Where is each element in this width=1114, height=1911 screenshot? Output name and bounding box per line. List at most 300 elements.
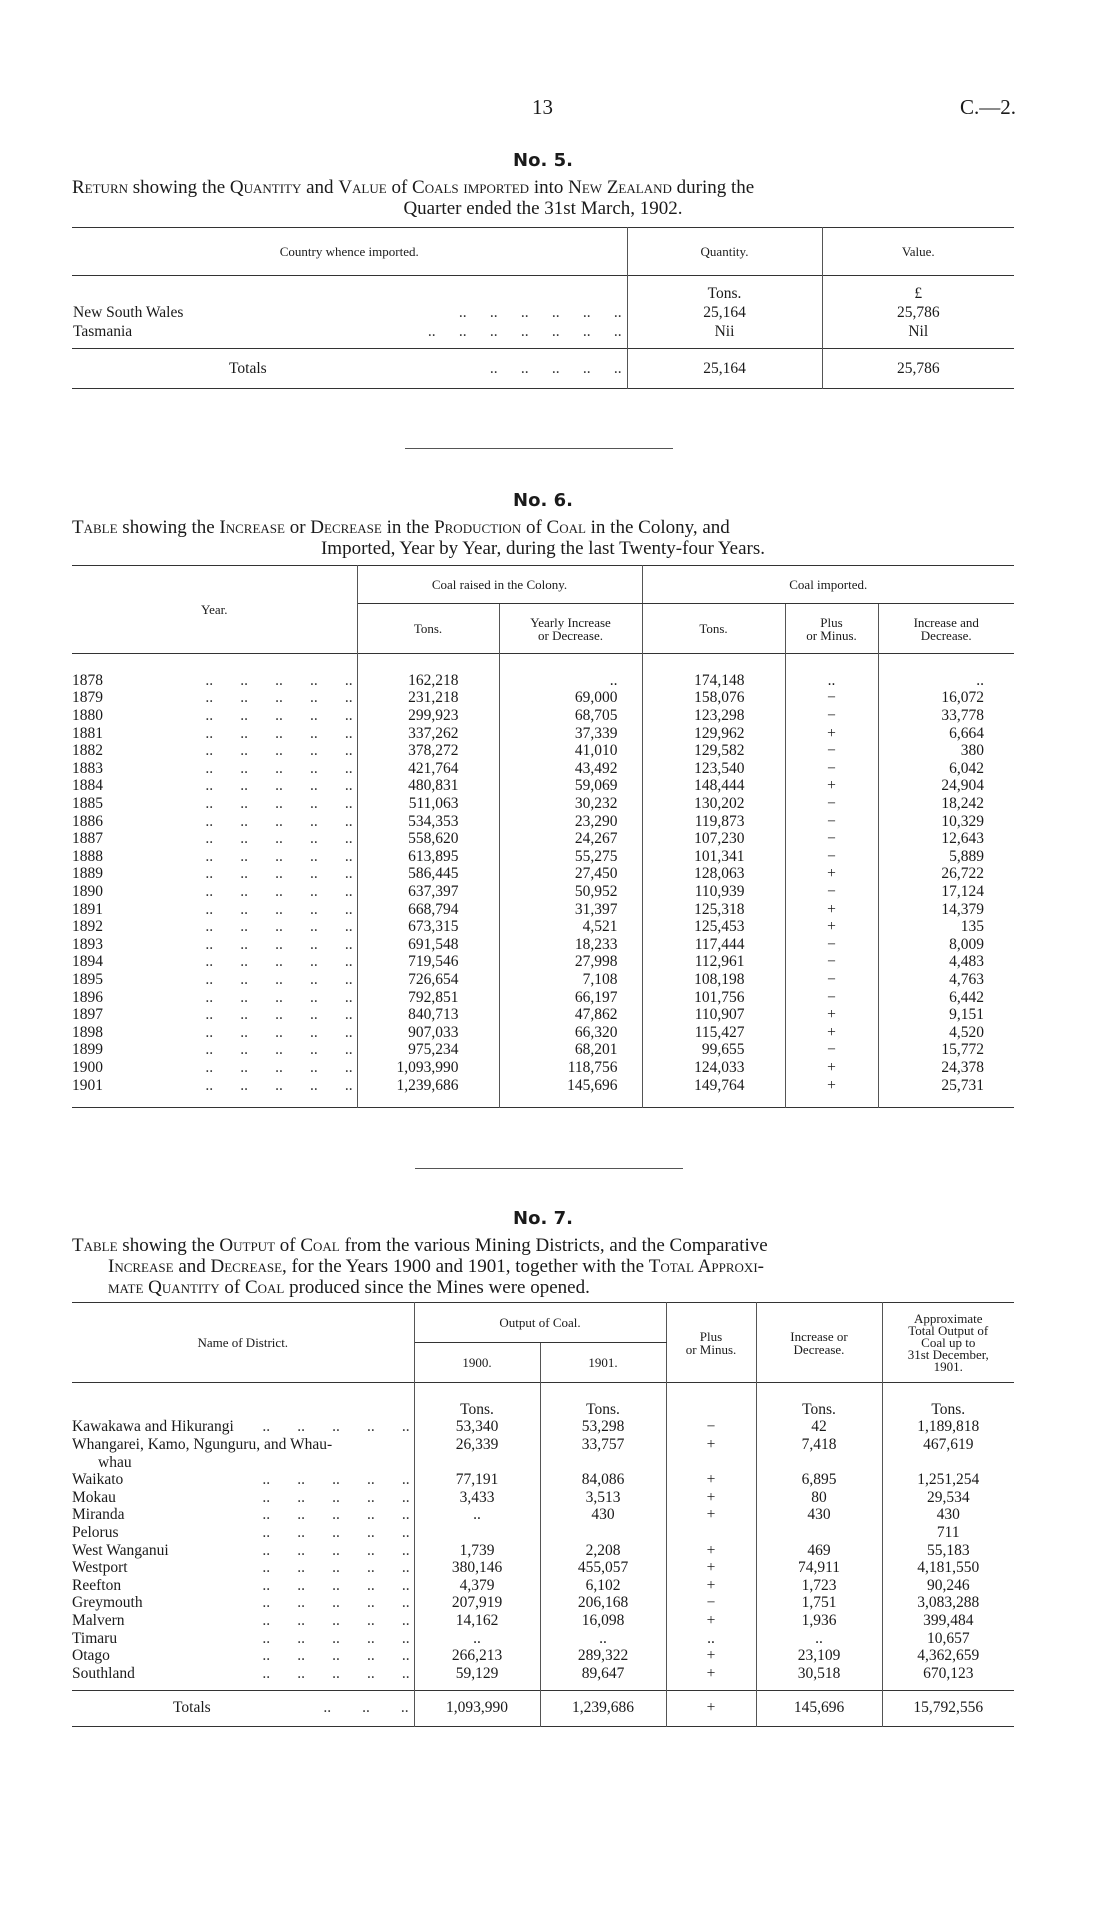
caption-word: Decrease xyxy=(210,1256,283,1277)
table7-1900: 59,129 xyxy=(414,1665,540,1683)
table7-diff: 42 xyxy=(756,1418,882,1436)
table7-totals-total: 15,792,556 xyxy=(913,1699,984,1717)
table6-header-inc-dec xyxy=(878,604,1014,654)
table6-change: 47,862 xyxy=(499,1006,642,1024)
table5-country: New South Wales xyxy=(73,303,184,321)
table7-district: Whangarei, Kamo, Ngunguru, and Whau- xyxy=(72,1436,333,1454)
table-row: 1891 .. .. .. .. .. 668,794 31,397 125,318 + 14,379 xyxy=(72,900,1014,918)
table7-diff: 430 xyxy=(756,1506,882,1524)
caption-word: mate Quantity xyxy=(108,1277,220,1298)
table6-diff: 14,379 xyxy=(941,900,984,918)
table6-imported: 101,341 xyxy=(642,848,785,866)
caption-word: Table xyxy=(72,517,118,538)
table-row: 1885 .. .. .. .. .. 511,063 30,232 130,202 − 18,242 xyxy=(72,795,1014,813)
table5-unit-quantity: Tons. xyxy=(627,284,822,303)
table5-section xyxy=(72,150,1014,389)
table6-year: 1892 xyxy=(72,918,103,936)
caption-word: Decrease xyxy=(310,517,382,538)
table6-body xyxy=(72,654,1014,1094)
table7-caption-line2 xyxy=(72,1256,1014,1277)
table6-year: 1899 xyxy=(72,1041,103,1059)
table6-raised: 668,794 xyxy=(357,900,499,918)
table5-quantity: Nii xyxy=(627,322,822,341)
table-row: 1895 .. .. .. .. .. 726,654 7,108 108,198 − 4,763 xyxy=(72,971,1014,989)
table6-sign: − xyxy=(785,812,878,830)
table6-imported: 112,961 xyxy=(642,953,785,971)
table5-header-quantity: Quantity. xyxy=(627,228,822,276)
table6-change: 66,197 xyxy=(499,988,642,1006)
table6-sign: + xyxy=(785,724,878,742)
table7-total: 1,189,818 xyxy=(917,1418,980,1436)
table-row: Tasmania .. .. .. .. .. .. .. Nii Nil xyxy=(72,322,1014,341)
header-line: Plus xyxy=(699,1328,723,1344)
table6-year: 1881 xyxy=(72,724,103,742)
caption-text: showing the xyxy=(117,517,220,538)
table6-change: 27,998 xyxy=(499,953,642,971)
table6-change: 66,320 xyxy=(499,1023,642,1041)
table6-change: 31,397 xyxy=(499,900,642,918)
table-row: 1878 .. .. .. .. .. 162,218 .. 174,148 .. .. xyxy=(72,672,1014,690)
table6-raised: 231,218 xyxy=(357,689,499,707)
table7-total: 4,181,550 xyxy=(917,1559,980,1577)
table6-imported: 117,444 xyxy=(642,936,785,954)
table7-caption xyxy=(72,1235,1014,1298)
table7-diff: 469 xyxy=(756,1541,882,1559)
table6-caption xyxy=(72,517,1014,559)
header-line: Yearly Increase xyxy=(530,614,611,630)
caption-word: Quantity xyxy=(229,177,302,198)
header-line: or Decrease. xyxy=(538,627,603,643)
table7-1901: 53,298 xyxy=(540,1418,666,1436)
table7-header-output-group: Output of Coal. xyxy=(414,1303,666,1343)
table6-header-imported-group: Coal imported. xyxy=(642,566,1014,604)
table7-header-total xyxy=(882,1303,1014,1383)
table7-district-cont: whau xyxy=(72,1453,414,1471)
table6-year: 1901 xyxy=(72,1076,103,1094)
table6-year: 1893 xyxy=(72,935,103,953)
header-line: Coal up to xyxy=(921,1334,976,1350)
table6-imported: 129,582 xyxy=(642,742,785,760)
table7-district: Timaru xyxy=(72,1629,118,1647)
header-line: 31st December, xyxy=(907,1346,989,1362)
table6-year: 1890 xyxy=(72,883,103,901)
table7-1901: 430 xyxy=(540,1506,666,1524)
table6-change: 43,492 xyxy=(499,760,642,778)
table6-raised: 421,764 xyxy=(357,760,499,778)
table7-1900: 77,191 xyxy=(414,1471,540,1489)
table5-number: No. 5. xyxy=(513,150,573,171)
table6-raised: 378,272 xyxy=(357,742,499,760)
table6-diff: 25,731 xyxy=(941,1076,984,1094)
table5-header-country: Country whence imported. xyxy=(72,228,627,276)
table6-change: 69,000 xyxy=(499,689,642,707)
table6-diff: 12,643 xyxy=(941,830,984,848)
table6-raised: 162,218 xyxy=(357,672,499,690)
table6-imported: 129,962 xyxy=(642,724,785,742)
table6-year: 1887 xyxy=(72,830,103,848)
table6-diff: 24,378 xyxy=(941,1058,984,1076)
table7-total: 670,123 xyxy=(923,1664,974,1682)
table6-raised: 907,033 xyxy=(357,1023,499,1041)
caption-text: in the Colony, and xyxy=(585,517,730,538)
table7-total: 29,534 xyxy=(926,1488,970,1506)
table7-header-1900: 1900. xyxy=(414,1343,540,1383)
table7-sign: + xyxy=(666,1577,756,1595)
caption-word: New Zealand xyxy=(568,177,672,198)
table6-diff: 6,042 xyxy=(949,759,984,777)
table7-number: No. 7. xyxy=(513,1208,573,1229)
table6-raised: 337,262 xyxy=(357,724,499,742)
table6-imported: 107,230 xyxy=(642,830,785,848)
table6-imported: 123,540 xyxy=(642,760,785,778)
table6-raised: 840,713 xyxy=(357,1006,499,1024)
table7-district: Reefton xyxy=(72,1576,122,1594)
table6-change: 37,339 xyxy=(499,724,642,742)
table6-sign: − xyxy=(785,795,878,813)
table6-year: 1894 xyxy=(72,953,103,971)
table7-unit-1901: Tons. xyxy=(540,1401,666,1419)
table-row: 1896 .. .. .. .. .. 792,851 66,197 101,756 − 6,442 xyxy=(72,988,1014,1006)
table6-diff: 33,778 xyxy=(941,707,984,725)
table-row: 1879 .. .. .. .. .. 231,218 69,000 158,076 − 16,072 xyxy=(72,689,1014,707)
table6-header-raised-group: Coal raised in the Colony. xyxy=(357,566,642,604)
table7-sign: + xyxy=(666,1612,756,1630)
table5-totals-row: Totals .. .. .. .. .. 25,164 25,786 xyxy=(72,349,1014,389)
table7-1901: 455,057 xyxy=(540,1559,666,1577)
table7-sign: .. xyxy=(666,1629,756,1647)
table6-sign: − xyxy=(785,883,878,901)
table6-raised: 613,895 xyxy=(357,848,499,866)
table-row: 1897 .. .. .. .. .. 840,713 47,862 110,907 + 9,151 xyxy=(72,1006,1014,1024)
table-row: Southland .. .. .. .. .. 59,129 89,647 + 30,518 670,123 xyxy=(72,1665,1014,1683)
table6-year: 1885 xyxy=(72,795,103,813)
table-row: 1889 .. .. .. .. .. 586,445 27,450 128,063 + 26,722 xyxy=(72,865,1014,883)
table6-sign: − xyxy=(785,1041,878,1059)
table-row: 1894 .. .. .. .. .. 719,546 27,998 112,961 − 4,483 xyxy=(72,953,1014,971)
table6-header-yearly-change xyxy=(499,604,642,654)
table6-imported: 148,444 xyxy=(642,777,785,795)
table-row: Kawakawa and Hikurangi .. .. .. .. .. 53,340 53,298 − 42 1,189,818 xyxy=(72,1418,1014,1436)
table7-sign xyxy=(666,1524,756,1542)
header-line: Increase or xyxy=(790,1328,848,1344)
table6-raised: 637,397 xyxy=(357,883,499,901)
header-line: or Minus. xyxy=(806,627,857,643)
table7-sign: − xyxy=(666,1418,756,1436)
table6-imported: 123,298 xyxy=(642,707,785,725)
table6-change: 4,521 xyxy=(499,918,642,936)
table5-country: Tasmania xyxy=(73,322,133,340)
table6-raised: 975,234 xyxy=(357,1041,499,1059)
table7-total: 90,246 xyxy=(926,1576,970,1594)
table6-diff: 8,009 xyxy=(949,935,984,953)
table7-section xyxy=(72,1208,1014,1727)
table6-sign: + xyxy=(785,918,878,936)
table7-caption-line3 xyxy=(72,1277,1014,1298)
table7-1900: 26,339 xyxy=(414,1436,540,1454)
table7-diff: 1,723 xyxy=(756,1577,882,1595)
table6-year: 1889 xyxy=(72,865,103,883)
table7-1901: 289,322 xyxy=(540,1647,666,1665)
table7-sign: − xyxy=(666,1594,756,1612)
table6-header-plus-minus xyxy=(785,604,878,654)
table6-raised: 299,923 xyxy=(357,707,499,725)
caption-text: of xyxy=(275,1235,301,1256)
table7-diff: 6,895 xyxy=(756,1471,882,1489)
table7-1900: 380,146 xyxy=(414,1559,540,1577)
table6-diff: 17,124 xyxy=(941,883,984,901)
table-row: Waikato .. .. .. .. .. 77,191 84,086 + 6,895 1,251,254 xyxy=(72,1471,1014,1489)
table5-value: Nil xyxy=(908,322,929,340)
caption-text: , for the Years 1900 and 1901, together with the xyxy=(282,1256,649,1277)
table6-sign: − xyxy=(785,848,878,866)
table6-raised: 726,654 xyxy=(357,971,499,989)
table-row: 1890 .. .. .. .. .. 637,397 50,952 110,939 − 17,124 xyxy=(72,883,1014,901)
table7-sign: + xyxy=(666,1489,756,1507)
table7-1901: 6,102 xyxy=(540,1577,666,1595)
table5-caption-line2: Quarter ended the 31st March, 1902. xyxy=(403,198,683,219)
table6-sign: − xyxy=(785,988,878,1006)
table6-change: 27,450 xyxy=(499,865,642,883)
table7-total: 467,619 xyxy=(923,1436,974,1454)
table6-diff: 4,763 xyxy=(949,970,984,988)
caption-text: and xyxy=(301,177,339,198)
table5-caption xyxy=(72,177,1014,219)
table-row: Greymouth .. .. .. .. .. 207,919 206,168 − 1,751 3,083,288 xyxy=(72,1594,1014,1612)
table-row: 1884 .. .. .. .. .. 480,831 59,069 148,444 + 24,904 xyxy=(72,777,1014,795)
caption-word: Increase xyxy=(108,1256,174,1277)
table7-1901: 33,757 xyxy=(540,1436,666,1454)
table7-unit-total: Tons. xyxy=(931,1400,966,1418)
table7-1901: 16,098 xyxy=(540,1612,666,1630)
table6-sign: + xyxy=(785,1023,878,1041)
table7-diff: 1,936 xyxy=(756,1612,882,1630)
table7-1901: 3,513 xyxy=(540,1489,666,1507)
table7-district: West Wanganui xyxy=(72,1541,169,1559)
table6-year: 1897 xyxy=(72,1006,103,1024)
caption-word: Coal xyxy=(300,1235,340,1256)
table7-body xyxy=(72,1383,1014,1683)
table7-1900: 1,739 xyxy=(414,1541,540,1559)
table7-total: 1,251,254 xyxy=(917,1471,980,1489)
table5-quantity: 25,164 xyxy=(627,303,822,322)
table7-total: 711 xyxy=(936,1524,960,1542)
table6-sign: − xyxy=(785,971,878,989)
table6-sign: − xyxy=(785,742,878,760)
table7-1900: .. xyxy=(414,1506,540,1524)
table6-imported: 128,063 xyxy=(642,865,785,883)
table6-sign: − xyxy=(785,936,878,954)
table7-1901: 84,086 xyxy=(540,1471,666,1489)
table7-1901: .. xyxy=(540,1629,666,1647)
header-line: or Minus. xyxy=(685,1341,737,1357)
header-line: Approximate xyxy=(913,1310,983,1326)
table-row: 1888 .. .. .. .. .. 613,895 55,275 101,341 − 5,889 xyxy=(72,848,1014,866)
table7-header-inc-dec xyxy=(756,1303,882,1383)
table6-change: 30,232 xyxy=(499,795,642,813)
table-row: Pelorus .. .. .. .. .. 711 xyxy=(72,1524,1014,1542)
caption-text: and xyxy=(173,1256,211,1277)
table-row: Malvern .. .. .. .. .. 14,162 16,098 + 1,936 399,484 xyxy=(72,1612,1014,1630)
table6-imported: 101,756 xyxy=(642,988,785,1006)
table-row: New South Wales .. .. .. .. .. .. 25,164 25,786 xyxy=(72,303,1014,322)
table6-year: 1891 xyxy=(72,900,103,918)
table-row: 1887 .. .. .. .. .. 558,620 24,267 107,230 − 12,643 xyxy=(72,830,1014,848)
table7-totals-row: Totals .. .. .. 1,093,990 1,239,686 + 145,696 15,792,556 xyxy=(72,1690,1014,1726)
table6-imported: 119,873 xyxy=(642,812,785,830)
table-row: 1898 .. .. .. .. .. 907,033 66,320 115,427 + 4,520 xyxy=(72,1023,1014,1041)
table6-sign: + xyxy=(785,1076,878,1094)
table6-year: 1878 xyxy=(72,671,103,689)
table6-number: No. 6. xyxy=(513,490,573,511)
caption-text: produced since the Mines were opened. xyxy=(284,1277,590,1298)
table6-raised: 1,239,686 xyxy=(357,1076,499,1094)
table-row: 1901 .. .. .. .. .. 1,239,686 145,696 149,764 + 25,731 xyxy=(72,1076,1014,1094)
table7-total: 3,083,288 xyxy=(917,1594,980,1612)
caption-text: showing the xyxy=(117,1235,220,1256)
table7-1901: 2,208 xyxy=(540,1541,666,1559)
table6-sign: − xyxy=(785,707,878,725)
table-row-continuation xyxy=(72,1453,1014,1471)
table-row xyxy=(72,1436,1014,1454)
table6-sign: + xyxy=(785,777,878,795)
caption-text: of xyxy=(386,177,413,198)
table6-imported: 108,198 xyxy=(642,971,785,989)
table6-year: 1898 xyxy=(72,1023,103,1041)
table6-change: 50,952 xyxy=(499,883,642,901)
table6-diff: 18,242 xyxy=(941,795,984,813)
table7-district: Westport xyxy=(72,1559,128,1577)
table6-diff: 6,442 xyxy=(949,988,984,1006)
table6-change: .. xyxy=(499,672,642,690)
table6-change: 59,069 xyxy=(499,777,642,795)
table-row: 1886 .. .. .. .. .. 534,353 23,290 119,873 − 10,329 xyxy=(72,812,1014,830)
table6-change: 24,267 xyxy=(499,830,642,848)
table6-change: 145,696 xyxy=(499,1076,642,1094)
table7-total: 55,183 xyxy=(926,1541,970,1559)
table6-sign: − xyxy=(785,830,878,848)
table-row: Mokau .. .. .. .. .. 3,433 3,513 + 80 29,534 xyxy=(72,1489,1014,1507)
table6-year: 1896 xyxy=(72,988,103,1006)
table6-sign: .. xyxy=(785,672,878,690)
table6-diff: 6,664 xyxy=(949,724,984,742)
table7-1901: 206,168 xyxy=(540,1594,666,1612)
table7-sign: + xyxy=(666,1436,756,1454)
table6-sign: + xyxy=(785,865,878,883)
table7-district: Greymouth xyxy=(72,1594,143,1612)
table7-sign: + xyxy=(666,1471,756,1489)
table6-raised: 534,353 xyxy=(357,812,499,830)
table5-totals-quantity: 25,164 xyxy=(627,349,822,389)
table6-change: 68,705 xyxy=(499,707,642,725)
table7-1900 xyxy=(414,1524,540,1542)
header-line: Decrease. xyxy=(920,627,972,643)
caption-word: Table xyxy=(72,1235,118,1256)
table6 xyxy=(72,565,1014,1108)
table7-district: Miranda xyxy=(72,1506,125,1524)
table7-diff: 80 xyxy=(756,1489,882,1507)
table6-year: 1895 xyxy=(72,970,103,988)
table7-totals-sign: + xyxy=(666,1690,756,1726)
table7-unit-1900: Tons. xyxy=(414,1401,540,1419)
caption-text: during the xyxy=(671,177,755,198)
header-line: Total Output of xyxy=(908,1322,989,1338)
document-reference: C.—2. xyxy=(959,95,1016,119)
table6-sign: + xyxy=(785,1006,878,1024)
table7-total: 430 xyxy=(936,1506,960,1524)
table6-imported: 115,427 xyxy=(642,1023,785,1041)
table7-total: 4,362,659 xyxy=(917,1647,980,1665)
table6-year: 1900 xyxy=(72,1058,103,1076)
table6-header-year: Year. xyxy=(72,566,357,654)
table7-header-district: Name of District. xyxy=(72,1303,414,1383)
caption-text: of xyxy=(219,1277,245,1298)
table6-year: 1879 xyxy=(72,689,103,707)
caption-word: Output xyxy=(219,1235,276,1256)
header-line: Plus xyxy=(820,614,843,630)
table-row: 1893 .. .. .. .. .. 691,548 18,233 117,444 − 8,009 xyxy=(72,936,1014,954)
table7-total: 399,484 xyxy=(923,1612,974,1630)
table6-diff: 4,483 xyxy=(949,953,984,971)
table7-1900: 53,340 xyxy=(414,1418,540,1436)
table6-raised: 558,620 xyxy=(357,830,499,848)
table-row: 1892 .. .. .. .. .. 673,315 4,521 125,453 + 135 xyxy=(72,918,1014,936)
table-row: Reefton .. .. .. .. .. 4,379 6,102 + 1,723 90,246 xyxy=(72,1577,1014,1595)
table5-header-value: Value. xyxy=(901,243,935,259)
caption-text: into xyxy=(529,177,569,198)
table7-diff: 23,109 xyxy=(756,1647,882,1665)
table7-1901 xyxy=(540,1524,666,1542)
table6-raised: 691,548 xyxy=(357,936,499,954)
table6-sign: + xyxy=(785,1059,878,1077)
caption-text: showing the xyxy=(128,177,230,198)
caption-word: Increase xyxy=(219,517,285,538)
table-row: West Wanganui .. .. .. .. .. 1,739 2,208 + 469 55,183 xyxy=(72,1541,1014,1559)
table7-district: Malvern xyxy=(72,1612,125,1630)
table6-diff: .. xyxy=(976,671,984,689)
header-line: Increase and xyxy=(913,614,979,630)
table6-change: 18,233 xyxy=(499,936,642,954)
table6-change: 68,201 xyxy=(499,1041,642,1059)
table7-diff: .. xyxy=(756,1629,882,1647)
table6-raised: 586,445 xyxy=(357,865,499,883)
table6-sign: − xyxy=(785,689,878,707)
table7-1900: 14,162 xyxy=(414,1612,540,1630)
section-divider xyxy=(415,1168,683,1169)
table6-raised: 719,546 xyxy=(357,953,499,971)
caption-word: Coal xyxy=(244,1277,285,1298)
table6-diff: 10,329 xyxy=(941,812,984,830)
table5-totals-value: 25,786 xyxy=(896,359,940,377)
table5-value: 25,786 xyxy=(896,303,940,321)
table7-sign: + xyxy=(666,1559,756,1577)
table7-sign: + xyxy=(666,1647,756,1665)
section-divider xyxy=(405,448,673,449)
table6-header-imported-tons: Tons. xyxy=(642,604,785,654)
caption-text: or xyxy=(284,517,311,538)
table6-imported: 158,076 xyxy=(642,689,785,707)
table7-district: Waikato xyxy=(72,1471,124,1489)
table7-diff: 1,751 xyxy=(756,1594,882,1612)
table-row: 1900 .. .. .. .. .. 1,093,990 118,756 124,033 + 24,378 xyxy=(72,1059,1014,1077)
table6-sign: + xyxy=(785,900,878,918)
table6-year: 1880 xyxy=(72,707,103,725)
table6-change: 23,290 xyxy=(499,812,642,830)
table5-unit-value: £ xyxy=(914,284,923,302)
header-line: Decrease. xyxy=(793,1341,845,1357)
table6-imported: 110,939 xyxy=(642,883,785,901)
table6-diff: 135 xyxy=(960,918,984,936)
table7-district: Kawakawa and Hikurangi xyxy=(72,1418,234,1436)
